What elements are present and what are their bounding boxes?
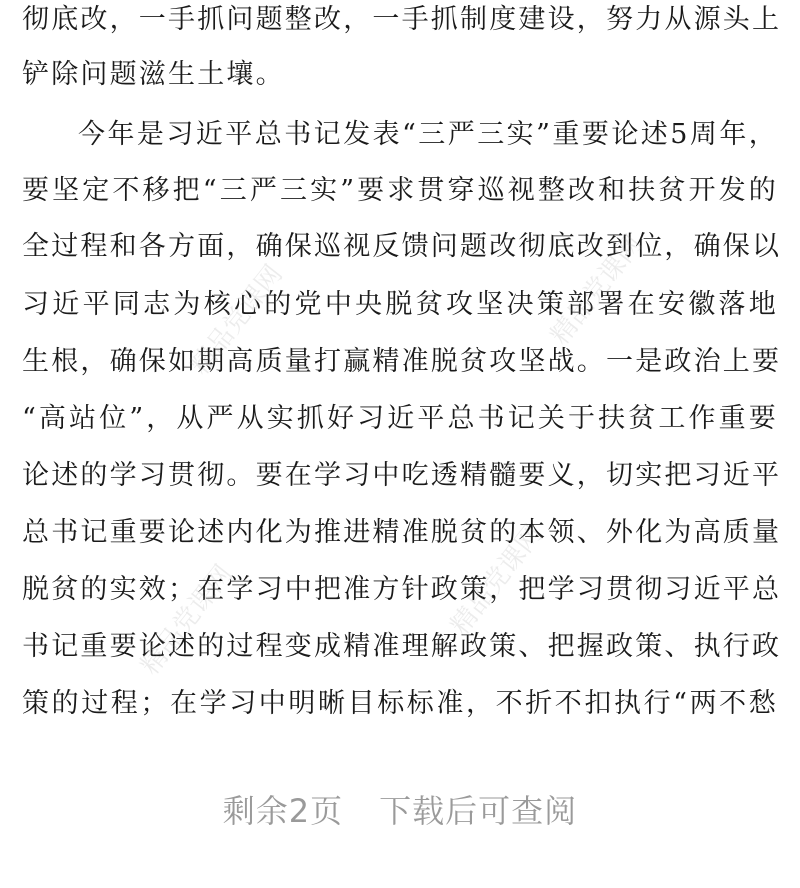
paragraph-line: 脱贫的实效；在学习中把准方针政策，把学习贯彻习近平总 [22, 574, 782, 605]
paragraph-line: 今年是习近平总书记发表“三严三实”重要论述5周年， [78, 119, 778, 150]
paragraph-line: 总书记重要论述内化为推进精准脱贫的本领、外化为高质量 [22, 517, 782, 548]
paragraph-line: 全过程和各方面，确保巡视反馈问题改彻底改到位，确保以 [22, 231, 782, 262]
watermark: 精品党课网 [185, 259, 289, 381]
paragraph-line: 铲除问题滋生土壤。 [22, 59, 285, 90]
download-notice[interactable] [0, 786, 800, 832]
paragraph-line: 习近平同志为核心的党中央脱贫攻坚决策部署在安徽落地 [22, 289, 778, 320]
paragraph-line: “高站位”，从严从实抓好习近平总书记关于扶贫工作重要 [22, 403, 778, 434]
download-to-view-label: 下载后可查阅 [379, 792, 578, 830]
paragraph-line: 彻底改，一手抓问题整改，一手抓制度建设，努力从源头上 [22, 4, 782, 35]
watermark: 精品党课网 [545, 229, 649, 351]
remaining-pages-label: 剩余2页 [222, 792, 344, 830]
watermark: 精品党课网 [135, 559, 239, 681]
paragraph-line: 论述的学习贯彻。要在学习中吃透精髓要义，切实把习近平 [22, 460, 782, 491]
paragraph-line: 策的过程；在学习中明晰目标标准，不折不扣执行“两不愁 [22, 688, 778, 719]
paragraph-line: 生根，确保如期高质量打赢精准脱贫攻坚战。一是政治上要 [22, 346, 782, 377]
paragraph-line: 要坚定不移把“三严三实”要求贯穿巡视整改和扶贫开发的 [22, 175, 778, 206]
watermark: 精品党课网 [445, 519, 549, 641]
paragraph-line: 书记重要论述的过程变成精准理解政策、把握政策、执行政 [22, 631, 782, 662]
